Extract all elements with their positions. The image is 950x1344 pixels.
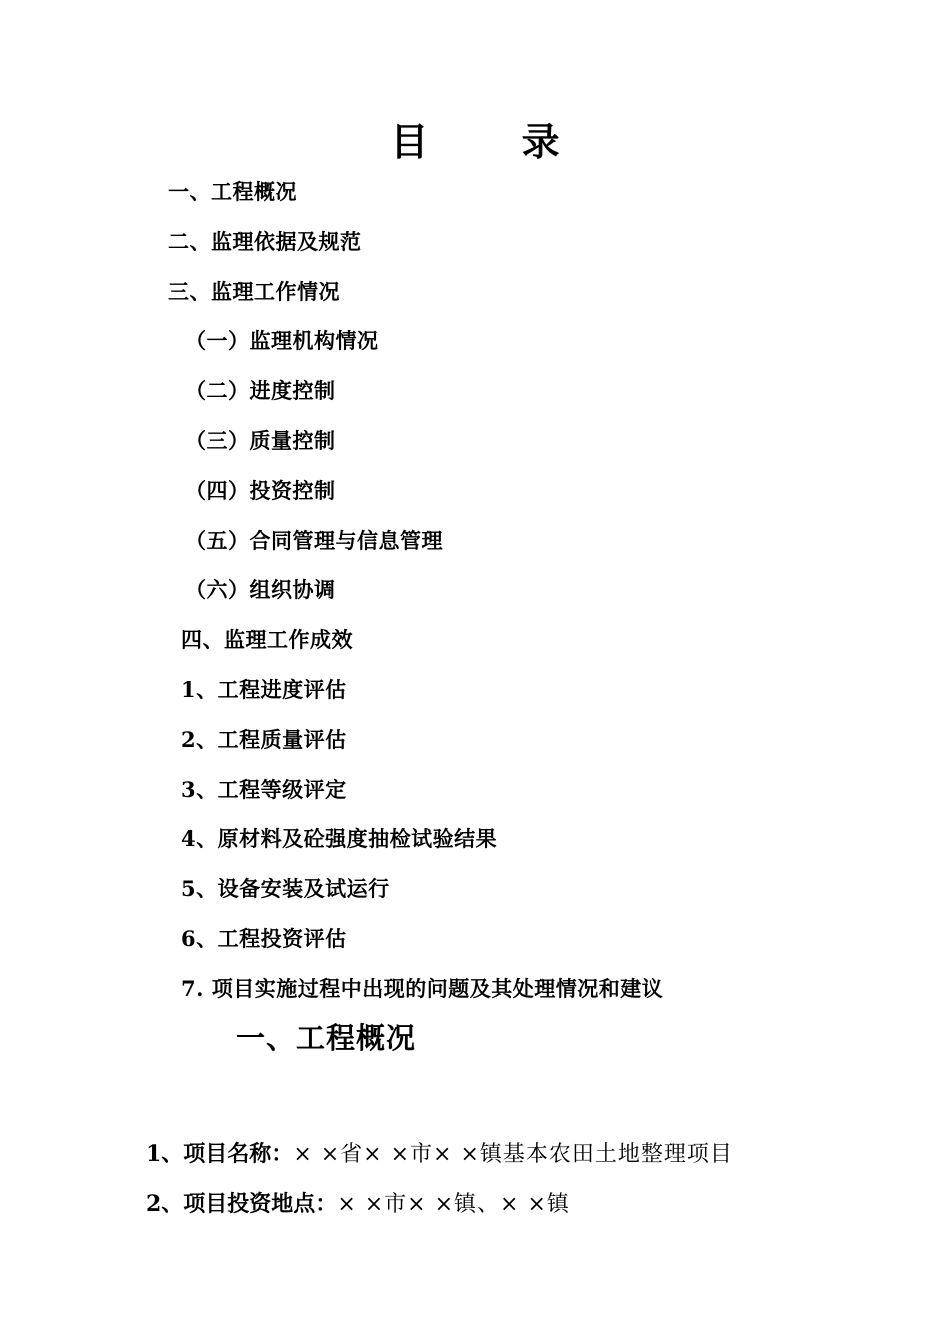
- project-name-line: [146, 1134, 733, 1175]
- toc-item: 6、工程投资评估: [181, 925, 347, 951]
- toc-item: 三、监理工作情况: [168, 278, 340, 304]
- toc-item: （四）投资控制: [185, 477, 336, 503]
- toc-item: 一、工程概况: [168, 179, 297, 204]
- project-name-value: × ×省× ×市× ×镇基本农田土地整理项目: [293, 1142, 733, 1167]
- section-heading: 一、工程概况: [236, 1021, 417, 1055]
- project-name-label: 1、项目名称：: [146, 1141, 294, 1167]
- toc-item: （六）组织协调: [185, 577, 336, 603]
- toc-item: （二）进度控制: [185, 378, 336, 404]
- project-location-value: × ×市× ×镇、× ×镇: [337, 1192, 570, 1217]
- toc-item: 1、工程进度评估: [181, 676, 347, 702]
- toc-item: 5、设备安装及试运行: [181, 876, 390, 902]
- toc-item: 3、工程等级评定: [181, 776, 347, 802]
- toc-list: [0, 170, 950, 1017]
- toc-item: 2、工程质量评估: [181, 726, 347, 752]
- toc-item: 二、监理依据及规范: [168, 228, 362, 254]
- toc-title: 目 录: [390, 119, 600, 164]
- toc-item: （五）合同管理与信息管理: [185, 527, 443, 553]
- toc-item: 四、监理工作成效: [181, 627, 353, 653]
- toc-item: （三）质量控制: [185, 427, 336, 453]
- toc-item: （一）监理机构情况: [185, 328, 379, 354]
- project-location-line: [146, 1184, 570, 1225]
- toc-item: 4、原材料及砼强度抽检试验结果: [181, 826, 498, 852]
- toc-item: 7. 项目实施过程中出现的问题及其处理情况和建议: [181, 975, 664, 1001]
- project-location-label: 2、项目投资地点：: [146, 1191, 338, 1217]
